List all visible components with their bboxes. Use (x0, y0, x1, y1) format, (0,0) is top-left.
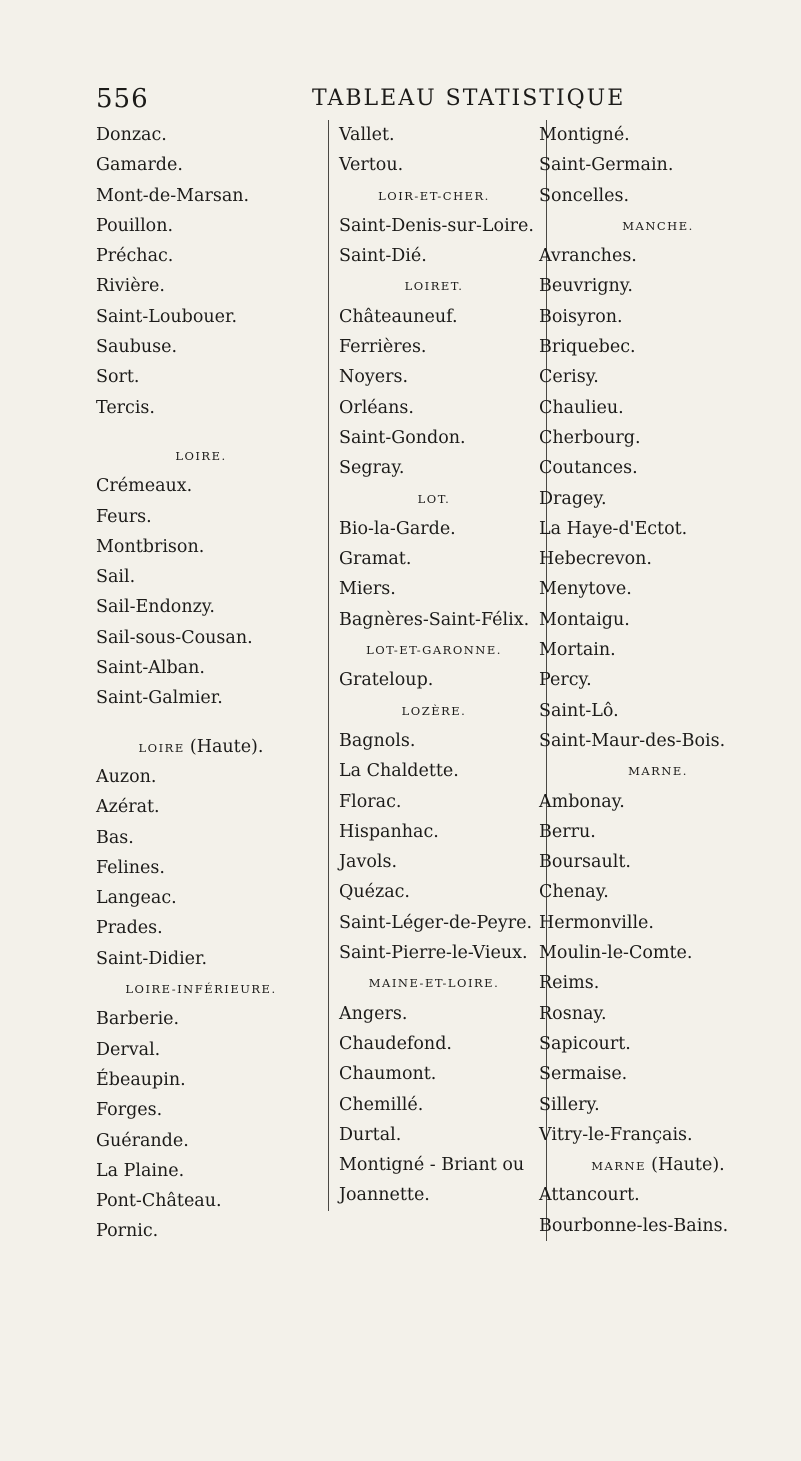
page-number: 556 (96, 84, 149, 114)
list-item: Pornic. (96, 1221, 159, 1242)
section-heading-text: LOIRET. (404, 279, 464, 294)
section-heading-text: MARNE. (628, 764, 688, 779)
list-group (539, 211, 777, 756)
list-item: Ébeaupin. (96, 1069, 186, 1090)
list-item: Vallet. (339, 125, 395, 145)
list-group (329, 271, 529, 483)
list-item: Hermonville. (539, 912, 654, 933)
list-item: Ferrières. (339, 337, 427, 358)
list-item: Saint-Lô. (539, 700, 619, 721)
list-group (96, 732, 306, 974)
list-item: Bagnères-Saint-Félix. (339, 609, 530, 630)
list-group (96, 974, 306, 1247)
list-item: Mortain. (539, 640, 616, 661)
list-group (539, 1150, 777, 1241)
list-item: Guérande. (96, 1130, 189, 1151)
list-group (329, 696, 533, 969)
list-group (96, 441, 306, 714)
list-item: Chaudefond. (339, 1033, 452, 1054)
section-heading-text: LOT-ET-GARONNE. (366, 643, 502, 658)
list-item: La Plaine. (96, 1160, 185, 1181)
list-item: La Haye-d'Ectot. (539, 518, 688, 539)
list-item: Moulin-le-Comte. (539, 943, 693, 964)
section-heading (96, 441, 306, 471)
list-item: Saint-Gondon. (339, 427, 466, 448)
section-heading (329, 271, 529, 301)
list-item: Montbrison. (96, 536, 205, 557)
section-heading-text: LOIRE. (175, 448, 227, 463)
list-item: Saint-Loubouer. (96, 306, 238, 327)
list-item: Gramat. (339, 549, 412, 570)
list-item: Langeac. (96, 888, 177, 909)
section-heading-text: MANCHE. (622, 218, 694, 233)
list-group (329, 120, 529, 181)
section-heading (539, 756, 777, 786)
list-item: Attancourt. (539, 1185, 640, 1206)
section-heading (539, 1150, 777, 1180)
list-item: Beuvrigny. (539, 276, 633, 297)
list-item: Orléans. (339, 397, 414, 418)
list-item: Cherbourg. (539, 427, 641, 448)
section-heading-text: MARNE (591, 1159, 646, 1174)
list-item: Chaulieu. (539, 397, 624, 418)
list-item: Berru. (539, 821, 596, 842)
section-heading (329, 181, 529, 211)
list-item: Saint-Maur-des-Bois. (539, 730, 726, 751)
section-heading-text: LOIR-ET-CHER. (378, 188, 490, 203)
list-item: La Chaldette. (339, 761, 459, 782)
list-item: Reims. (539, 973, 600, 994)
list-item: Miers. (339, 579, 396, 600)
section-heading-text: LOIRE-INFÉRIEURE. (125, 982, 277, 997)
section-heading-text: LOT. (417, 491, 451, 506)
list-item: Joannette. (339, 1185, 430, 1206)
list-item: Saubuse. (96, 337, 178, 358)
list-item: Hispanhac. (339, 821, 439, 842)
list-item: Sillery. (539, 1094, 600, 1115)
list-item: Briquebec. (539, 337, 636, 358)
list-item: Sapicourt. (539, 1033, 631, 1054)
section-heading (96, 732, 306, 762)
list-item: Coutances. (539, 458, 638, 479)
list-item: Dragey. (539, 488, 607, 509)
list-item: Vitry-le-Français. (539, 1124, 693, 1145)
list-item: Bas. (96, 827, 134, 848)
list-item: Avranches. (539, 246, 637, 267)
list-item: Percy. (539, 670, 592, 691)
list-item: Tercis. (96, 397, 155, 418)
list-group (329, 484, 529, 635)
list-item: Saint-Alban. (96, 658, 205, 679)
list-item: Rivière. (96, 276, 165, 297)
list-item: Angers. (339, 1003, 408, 1024)
list-item: Saint-Germain. (539, 155, 674, 176)
list-item: Pont-Château. (96, 1191, 222, 1212)
section-heading (539, 211, 777, 241)
list-item: Segray. (339, 458, 405, 479)
list-group (329, 635, 529, 696)
list-item: Forges. (96, 1100, 163, 1121)
list-group (329, 181, 534, 272)
list-item: Barberie. (96, 1009, 180, 1030)
section-heading-text: LOZÈRE. (401, 703, 467, 718)
list-group (539, 120, 777, 211)
list-item: Quézac. (339, 882, 410, 903)
list-item: Soncelles. (539, 185, 630, 206)
column-2 (328, 120, 534, 1211)
list-item: Azérat. (96, 797, 160, 818)
list-item: Florac. (339, 791, 402, 812)
list-item: Saint-Galmier. (96, 688, 223, 709)
list-item: Feurs. (96, 506, 152, 527)
list-item: Boursault. (539, 852, 631, 873)
column-1 (96, 120, 306, 1247)
list-item: Chaumont. (339, 1064, 437, 1085)
column-3-wrap (539, 120, 777, 1241)
column-3 (539, 120, 777, 1241)
list-item: Mont-de-Marsan. (96, 185, 250, 206)
list-group (539, 756, 777, 1150)
list-item: Crémeaux. (96, 476, 193, 497)
list-item: Rosnay. (539, 1003, 607, 1024)
page-title: TABLEAU STATISTIQUE (312, 86, 626, 111)
list-item: Grateloup. (339, 670, 434, 691)
list-item: Bio-la-Garde. (339, 518, 456, 539)
list-item: Sort. (96, 367, 140, 388)
list-item: Hebecrevon. (539, 549, 652, 570)
list-item: Saint-Denis-sur-Loire. (339, 215, 534, 236)
list-item: Saint-Didier. (96, 948, 208, 969)
list-item: Cerisy. (539, 367, 599, 388)
list-item: Sail. (96, 567, 136, 588)
list-item: Montigné - Briant ou (339, 1155, 525, 1176)
list-item: Menytove. (539, 579, 632, 600)
list-item: Noyers. (339, 367, 409, 388)
section-heading-text: MAINE-ET-LOIRE. (368, 976, 500, 991)
list-item: Pouillon. (96, 215, 174, 236)
list-item: Felines. (96, 857, 165, 878)
list-item: Sail-Endonzy. (96, 597, 215, 618)
list-item: Sermaise. (539, 1064, 628, 1085)
list-item: Chemillé. (339, 1094, 424, 1115)
list-item: Sail-sous-Cousan. (96, 627, 253, 648)
list-item: Ambonay. (539, 791, 625, 812)
list-item: Saint-Dié. (339, 246, 427, 267)
list-item: Javols. (339, 852, 398, 873)
list-item: Gamarde. (96, 155, 183, 176)
list-item: Montigné. (539, 125, 630, 145)
list-item: Saint-Léger-de-Peyre. (339, 912, 533, 933)
list-item: Chenay. (539, 882, 609, 903)
list-item: Saint-Pierre-le-Vieux. (339, 943, 528, 964)
list-item: Boisyron. (539, 306, 623, 327)
list-item: Donzac. (96, 125, 167, 145)
section-heading (329, 968, 529, 998)
list-item: Auzon. (96, 766, 157, 787)
section-heading-text: LOIRE (138, 740, 185, 755)
list-item: Bourbonne-les-Bains. (539, 1215, 729, 1236)
list-group (96, 120, 306, 423)
list-item: Préchac. (96, 246, 174, 267)
list-item: Derval. (96, 1039, 161, 1060)
section-heading (329, 696, 529, 726)
list-item: Prades. (96, 918, 163, 939)
section-heading (329, 484, 529, 514)
list-group (329, 968, 529, 1210)
list-item: Vertou. (339, 155, 404, 176)
list-item: Montaigu. (539, 609, 630, 630)
section-heading-suffix: (Haute). (651, 1155, 725, 1176)
section-heading-suffix: (Haute). (189, 736, 264, 757)
list-item: Châteauneuf. (339, 306, 458, 327)
section-heading (96, 974, 306, 1004)
list-item: Bagnols. (339, 730, 416, 751)
section-heading (329, 635, 529, 665)
list-item: Durtal. (339, 1124, 402, 1145)
